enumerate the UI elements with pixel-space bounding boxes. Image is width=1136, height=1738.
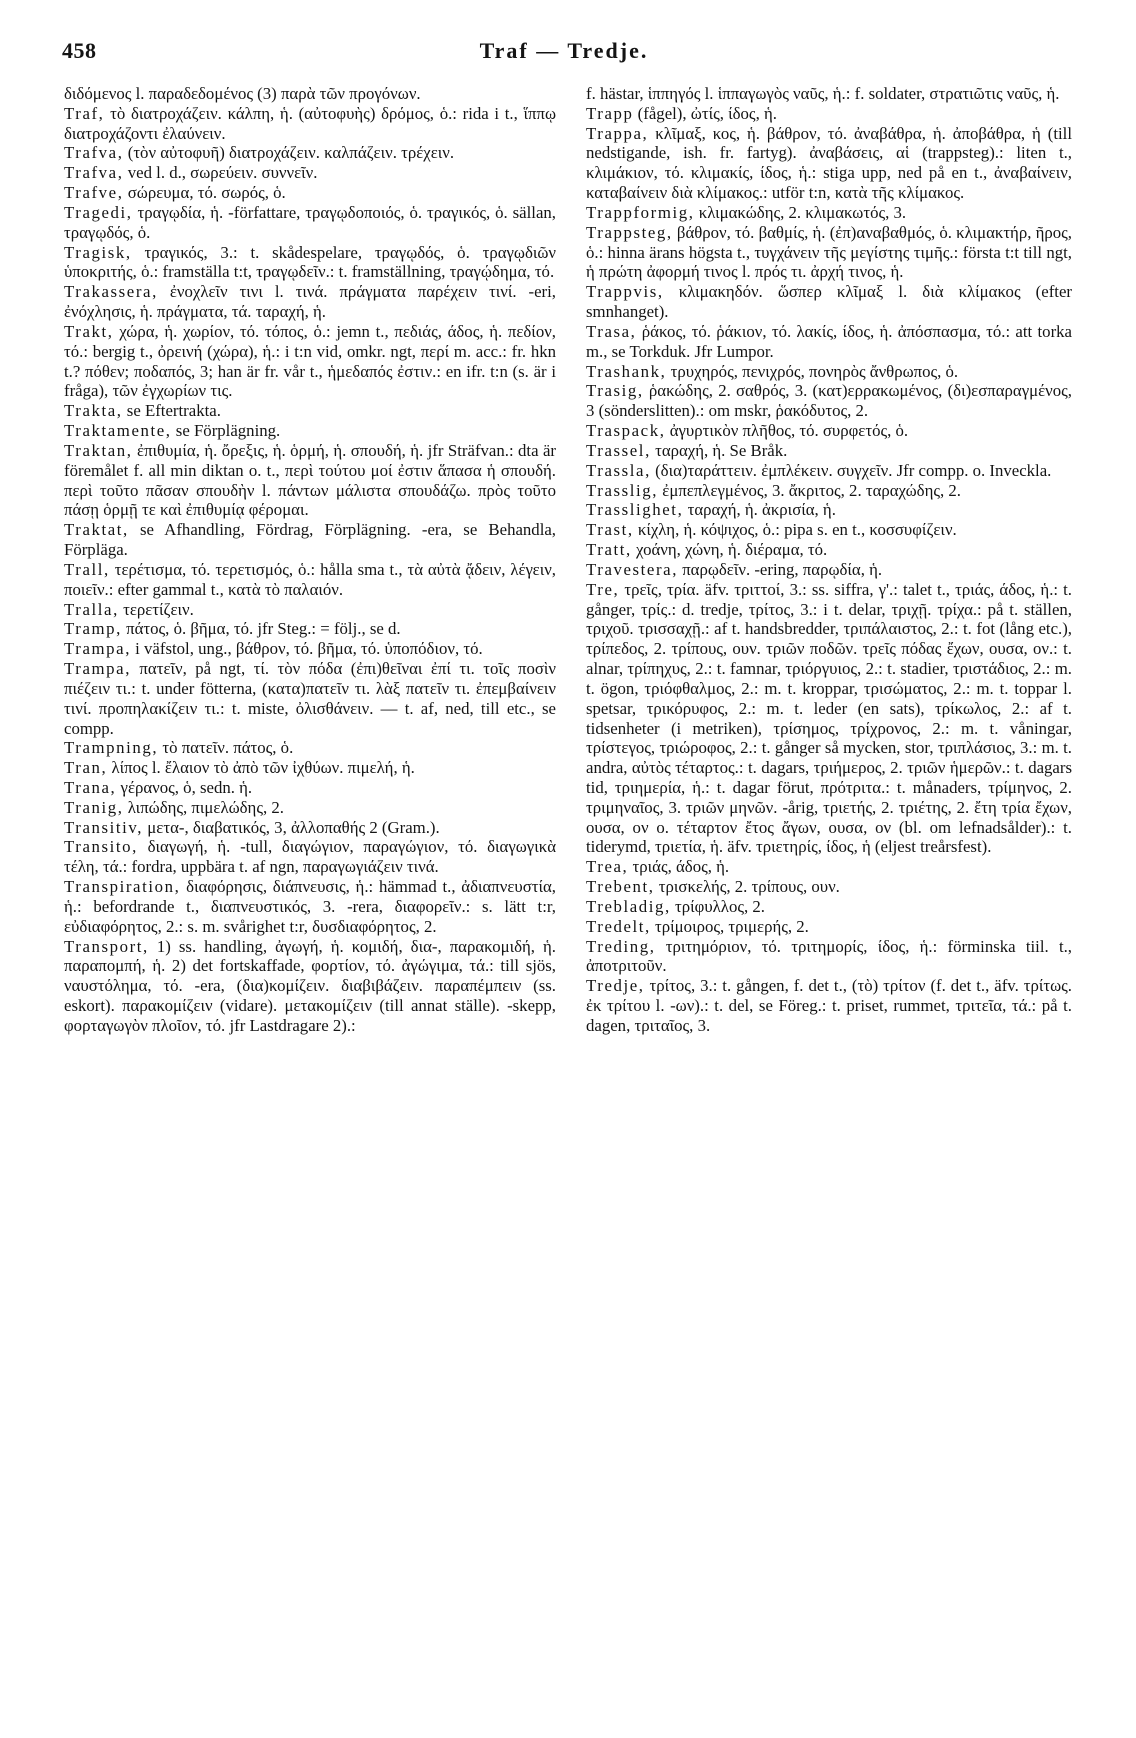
dictionary-entry (586, 917, 1072, 937)
entry-text: ῥάκος, τό. ῥάκιον, τό. λακίς, ίδος, ἡ. ἀπόσπασμα, τό.: att torka m., se Torkduk. Jfr Lumpor. (586, 321, 1072, 361)
dictionary-entry (64, 937, 556, 1036)
entry-headword: Trassla, (586, 460, 651, 480)
entry-text: ἐνοχλεῖν τινι l. τινά. πράγματα παρέχειν τινί. -eri, ἐνόχλησις, ἡ. πράγματα, τά. ταραχή, ἡ. (64, 282, 556, 322)
dictionary-entry (64, 421, 556, 441)
entry-text: f. hästar, ἱππηγός l. ἱππαγωγὸς ναῦς, ἡ.: f. soldater, στρατιῶτις ναῦς, ἡ. (586, 84, 1060, 103)
dictionary-entry (64, 163, 556, 183)
dictionary-entry (586, 322, 1072, 362)
dictionary-entry (586, 124, 1072, 203)
entry-text: ῥακώδης, 2. σαθρός, 3. (κατ)ερρακωμένος, (δι)εσπαραγμένος, 3 (sönderslitten).: om mskr, ῥακόδυτος, 2. (586, 381, 1072, 421)
entry-text: χώρα, ἡ. χωρίον, τό. τόπος, ὁ.: jemn t., πεδιάς, άδος, ἡ. πεδίον, τό.: bergig t., ὀρεινή (χώρα), ἡ.: i t:n vid, omkr. ngt, περί m. acc.: fr. hkn t.? πόθεν; ποδαπός, 3; han är fr. vår t., ἡμεδαπός ἐστιν.: en ifr. t:n (s. är i fråga), τῶν ἐγχωρίων τις. (64, 321, 556, 401)
entry-text: τριάς, άδος, ἡ. (628, 857, 730, 877)
columns (0, 84, 1136, 1724)
dictionary-entry (586, 381, 1072, 421)
dictionary-entry (586, 580, 1072, 858)
dictionary-entry (586, 203, 1072, 223)
entry-text: ταραχή, ἡ. ἀκρισία, ἡ. (683, 500, 836, 520)
entry-text: ἀγυρτικὸν πλῆθος, τό. συρφετός, ὁ. (665, 421, 909, 441)
entry-text: τερέτισμα, τό. τερετισμός, ὁ.: hålla sma t., τὰ αὐτὰ ᾄδειν, λέγειν, ποιεῖν.: efter gammal t., κατὰ τὸ παλαιόν. (64, 559, 556, 599)
entry-text: τὸ διατροχάζειν. κάλπη, ἡ. (αὐτοφυὴς) δρόμος, ὁ.: rida i t., ἵππῳ διατροχάζοντι ἐλαύνειν. (64, 103, 556, 143)
dictionary-entry (64, 441, 556, 520)
entry-headword: Tredelt, (586, 916, 651, 936)
entry-headword: Trappformig, (586, 202, 695, 222)
dictionary-entry (64, 639, 556, 659)
dictionary-entry (586, 500, 1072, 520)
entry-headword: Transport, (64, 936, 149, 956)
entry-text: διδόμενος l. παραδεδομένος (3) παρὰ τῶν προγόνων. (64, 84, 421, 103)
entry-text: κλῖμαξ, κος, ἡ. βάθρον, τό. ἀναβάθρα, ἡ. ἀποβάθρα, ἡ (till nedstigande, ish. fr. fartyg). ἀναβάσεις, αἱ (trappsteg).: liten t., κλιμάκιον, τό. κλιμακίς, ίδος, ἡ.: stiga upp, ned på en t., ἀναβαίνειν, καταβαίνειν διὰ κλίμακος.: utför t:n, κατὰ τῆς κλίμακος. (586, 123, 1072, 203)
page-number: 458 (62, 38, 97, 63)
entry-text: διαφόρησις, διάπνευσις, ἡ.: hämmad t., ἀδιαπνευστία, ἡ.: befordrande t., διαπνευστικός, 3. -rera, διαφορεῖν.: s. lätt t:r, εὐδιαφόρητος, 2.: s. m. svårighet t:r, δυσδιαφόρητος, 2. (64, 877, 556, 936)
entry-headword: Traspack, (586, 421, 666, 441)
dictionary-entry (64, 84, 556, 104)
dictionary-entry (586, 560, 1072, 580)
entry-text: πατεῖν, på ngt, τί. τὸν πόδα (ἐπι)θεῖναι ἐπί τι. τοῖς ποσὶν πιέζειν τι.: t. under fötterna, (κατα)πατεῖν τι. λὰξ πατεῖν τι. ἐπεμβαίνειν τινί. προπηλακίζειν τι.: t. miste, ὀλισθάνειν. — t. af, ned, till etc., se compp. (64, 659, 556, 738)
entry-headword: Trall, (64, 559, 110, 579)
entry-text: τερετίζειν. (118, 599, 194, 619)
dictionary-entry (586, 362, 1072, 382)
running-head: Traf — Tredje. (479, 38, 649, 63)
entry-text: τρίφυλλος, 2. (670, 896, 765, 916)
dictionary-entry (586, 937, 1072, 977)
page-header (62, 38, 1066, 74)
entry-text: ved l. d., σωρεύειν. συννεῖν. (123, 163, 318, 183)
entry-headword: Trafva, (64, 163, 124, 183)
entry-text: se Afhandling, Fördrag, Förplägning. -era, se Behandla, Förpläga. (64, 520, 556, 560)
entry-text: παρῳδεῖν. -ering, παρῳδία, ἡ. (678, 559, 883, 579)
entry-headword: Transito, (64, 837, 138, 857)
entry-headword: Trebladig, (586, 896, 671, 916)
entry-headword: Trampning, (64, 738, 159, 758)
entry-headword: Tragisk, (64, 242, 132, 262)
dictionary-entry (64, 818, 556, 838)
entry-headword: Tratt, (586, 540, 632, 560)
entry-headword: Trappsteg, (586, 222, 673, 242)
dictionary-entry (64, 282, 556, 322)
entry-text: τρισκελής, 2. τρίπους, ουν. (654, 877, 840, 897)
dictionary-entry (64, 183, 556, 203)
entry-text: se Förplägning. (171, 421, 281, 441)
entry-headword: Tramp, (64, 619, 122, 639)
right-column (586, 84, 1072, 1036)
dictionary-entry (64, 520, 556, 560)
entry-headword: Trakt, (64, 321, 114, 341)
entry-text: (fågel), ὠτίς, ίδος, ἡ. (633, 103, 777, 123)
dictionary-entry (64, 104, 556, 144)
entry-headword: Tran, (64, 758, 108, 778)
dictionary-entry (586, 520, 1072, 540)
entry-headword: Trasslighet, (586, 500, 684, 520)
dictionary-entry (586, 481, 1072, 501)
dictionary-entry (586, 441, 1072, 461)
left-column (64, 84, 556, 1036)
dictionary-entry (64, 143, 556, 163)
entry-headword: Trafve, (64, 183, 124, 203)
entry-headword: Transpiration, (64, 877, 181, 897)
entry-text: μετα-, διαβατικός, 3, ἀλλοπαθής 2 (Gram.). (143, 817, 440, 837)
entry-headword: Trebent, (586, 877, 655, 897)
entry-text: λίπος l. ἔλαιον τὸ ἀπὸ τῶν ἰχθύων. πιμελή, ἡ. (107, 758, 415, 778)
entry-headword: Traktamente, (64, 421, 172, 441)
entry-text: κλιμακώδης, 2. κλιμακωτός, 3. (694, 202, 907, 222)
entry-headword: Trashank, (586, 361, 667, 381)
entry-text: ἐμπεπλεγμένος, 3. ἄκριτος, 2. ταραχώδης, 2. (658, 480, 961, 500)
entry-text: τραγικός, 3.: t. skådespelare, τραγῳδός, ὁ. τραγῳδιῶν ὑποκριτής, ὁ.: framställa t:t, τραγῳδεῖν.: t. framställning, τραγῴδημα, τό. (64, 242, 556, 282)
dictionary-entry (64, 758, 556, 778)
entry-text: λιπώδης, πιμελώδης, 2. (123, 797, 284, 817)
dictionary-entry (64, 738, 556, 758)
dictionary-entry (64, 798, 556, 818)
entry-headword: Traf, (64, 103, 105, 123)
entry-text: 1) ss. handling, ἀγωγή, ἡ. κομιδή, δια-, παρακομιδή, ἡ. παραπομπή, ἡ. 2) det fortskaffade, φορτίον, τό. ἀγώγιμα, τά.: till sjös, ναυστόλημα, τό. -era, (δια)κομίζειν. διαβιβάζειν. παραπέμπειν (ss. eskort). παρακομίζειν (vidare). μετακομίζειν (till annat ställe). -skepp, φορταγωγὸν πλοῖον, τό. jfr Lastdragare 2).: (64, 936, 556, 1035)
entry-text: βάθρον, τό. βαθμίς, ἡ. (ἐπ)αναβαθμός, ὁ. κλιμακτήρ, ῆρος, ὁ.: hinna ärans högsta t., τυγχάνειν τῆς μεγίστης τιμῆς.: första t:t till ngt, ἡ πρώτη ἀφορμή τινος l. πρός τι. ἀρχή τινος, ἡ. (586, 222, 1072, 282)
dictionary-entry (586, 461, 1072, 481)
entry-headword: Tredje, (586, 976, 645, 996)
dictionary-entry (586, 223, 1072, 282)
entry-headword: Trasslig, (586, 480, 659, 500)
entry-text: (τὸν αὐτοφυῆ) διατροχάζειν. καλπάζειν. τρέχειν. (123, 143, 455, 163)
entry-headword: Trampa, (64, 639, 131, 659)
entry-text: τρίτος, 3.: t. gången, f. det t., (τὸ) τρίτον (f. det t., äfv. τρίτως. ἐκ τρίτου l. -ων).: t. del, se Föreg.: t. priset, rummet, τριτεῖα, τά.: på t. dagen, τριταῖος, 3. (586, 976, 1072, 1035)
dictionary-entry (64, 401, 556, 421)
dictionary-entry (586, 84, 1072, 104)
entry-headword: Trasa, (586, 321, 637, 341)
entry-headword: Traktan, (64, 440, 133, 460)
entry-text: se Eftertrakta. (122, 401, 221, 421)
entry-text: χοάνη, χώνη, ἡ. διέραμα, τό. (631, 540, 828, 560)
entry-headword: Trast, (586, 520, 634, 540)
entry-headword: Tranig, (64, 797, 124, 817)
dictionary-entry (64, 877, 556, 936)
entry-text: τρυχηρός, πενιχρός, πονηρὸς ἄνθρωπος, ὁ. (666, 361, 959, 381)
dictionary-entry (586, 897, 1072, 917)
entry-headword: Trassel, (586, 440, 651, 460)
dictionary-entry (64, 322, 556, 401)
dictionary-entry (586, 877, 1072, 897)
entry-headword: Trappa, (586, 123, 649, 143)
entry-headword: Tralla, (64, 599, 119, 619)
entry-text: πάτος, ὁ. βῆμα, τό. jfr Steg.: = följ., se d. (121, 619, 401, 639)
entry-text: σώρευμα, τό. σωρός, ὁ. (123, 183, 286, 203)
entry-text: τὸ πατεῖν. πάτος, ὁ. (158, 738, 294, 758)
entry-headword: Trana, (64, 777, 117, 797)
entry-headword: Traktat, (64, 520, 129, 540)
entry-text: τριτημόριον, τό. τριτημορίς, ίδος, ἡ.: förminska tiil. t., ἀποτριτοῦν. (586, 936, 1072, 976)
dictionary-entry (64, 659, 556, 738)
entry-text: κίχλη, ἡ. κόψιχος, ὁ.: pipa s. en t., κοσσυφίζειν. (633, 520, 957, 540)
entry-headword: Trakta, (64, 401, 123, 421)
dictionary-entry (64, 837, 556, 877)
entry-text: ἐπιθυμία, ἡ. ὄρεξις, ἡ. ὁρμή, ἡ. σπουδή, ἡ. jfr Sträfvan.: dta är föremålet f. all min diktan o. t., περὶ τούτου μοί ἐστιν ἅπασα ἡ σπουδή. περὶ τοῦτο πᾶσαν σπουδὴν l. πάντων μάλιστα σπουδάζω. πρὸς τοῦτο πάσῃ ὁρμῇ τε καὶ ἐπιθυμίᾳ φέρομαι. (64, 440, 556, 520)
entry-headword: Treding, (586, 936, 656, 956)
entry-text: i väfstol, ung., βάθρον, τό. βῆμα, τό. ὑποπόδιον, τό. (130, 639, 483, 659)
dictionary-entry (64, 560, 556, 600)
dictionary-entry (64, 778, 556, 798)
entry-headword: Trea, (586, 857, 629, 877)
entry-headword: Trakassera, (64, 282, 158, 302)
dictionary-entry (586, 104, 1072, 124)
entry-text: (δια)ταράττειν. ἐμπλέκειν. συγχεῖν. Jfr compp. o. Inveckla. (650, 460, 1052, 480)
entry-text: κλιμακηδόν. ὥσπερ κλῖμαξ l. διὰ κλίμακος (efter smnhanget). (586, 282, 1072, 322)
entry-headword: Travestera, (586, 559, 679, 579)
entry-headword: Trappvis, (586, 282, 664, 302)
dictionary-entry (64, 203, 556, 243)
dictionary-entry (64, 243, 556, 283)
entry-text: ταραχή, ἡ. Se Bråk. (650, 440, 788, 460)
entry-headword: Trafva, (64, 143, 124, 163)
dictionary-entry (586, 421, 1072, 441)
entry-text: τραγῳδία, ἡ. -författare, τραγῳδοποιός, ὁ. τραγικός, ὁ. sällan, τραγῳδός, ὁ. (64, 202, 556, 242)
entry-headword: Tre, (586, 579, 620, 599)
dictionary-entry (586, 282, 1072, 322)
entry-text: γέρανος, ὁ, sedn. ἡ. (116, 777, 253, 797)
dictionary-entry (64, 619, 556, 639)
dictionary-entry (64, 600, 556, 620)
entry-text: τρεῖς, τρία. äfv. τριττοί, 3.: ss. siffra, γ'.: talet t., τριάς, άδος, ἡ.: t. gånger, τρίς.: d. tredje, τρίτος, 3.: i t. delar, τριχῇ. τρίχα.: på t. ställen, τριχοῦ. τρισσαχῇ.: af t. handsbredder, τριπάλαιστος, 2.: t. fot (lång etc.), τρίπεδος, 2. τρίπους, ουν. τριῶν ποδῶν. τρεῖς πόδας ἔχων, ουσα, ον.: t. alnar, τρίπηχυς, 2.: t. famnar, τριόργυιος, 2.: t. stadier, τριστάδιος, 2.: m. t. ögon, τριόφθαλμος, 2.: m. t. kroppar, τρισώματος, 2.: m. t. toppar l. spetsar, τρικόρυφος, 2.: m. t. leder (en sats), τρίκωλος, 2.: af t. tidsenheter (i metriken), τρίσημος, τρίχρονος, 2.: m. t. våningar, τρίστεγος, τριώροφος, 2.: t. gånger så mycken, stor, τριπλάσιος, 3.: m. t. andra, αὐτὸς τέταρτος.: t. dagars, τριήμερος, 2. τριῶν ἡμερῶν.: t. dagars tid, τριημερία, ἡ.: t. dagar förut, πρότριτα.: t. månaders, τρίμηνος, 2. τριμηναῖος, 3. τριῶν μηνῶν. -årig, τριετής, 2. τριέτης, 2. ἔτη τρία ἔχων, ουσα, ον o. τέταρτον ἔτος ἄγων, ουσα, ον (bl. om lefnadsålder).: t. tiderymd, τριετία, ἡ. äfv. τριετηρίς, ίδος, ἡ (eljest treårsfest). (586, 579, 1072, 857)
entry-headword: Trapp (586, 103, 634, 123)
entry-text: τρίμοιρος, τριμερής, 2. (650, 916, 809, 936)
dictionary-entry (586, 976, 1072, 1035)
entry-headword: Tragedi, (64, 202, 133, 222)
entry-headword: Transitiv, (64, 817, 144, 837)
entry-headword: Trasig, (586, 381, 644, 401)
dictionary-entry (586, 857, 1072, 877)
entry-headword: Trampa, (64, 659, 131, 679)
dictionary-entry (586, 540, 1072, 560)
entry-text: διαγωγή, ἡ. -tull, διαγώγιον, παραγώγιον, τό. διαγωγικὰ τέλη, τά.: fordra, uppbära t. af ngn, παραγωγιάζειν τινά. (64, 837, 556, 877)
